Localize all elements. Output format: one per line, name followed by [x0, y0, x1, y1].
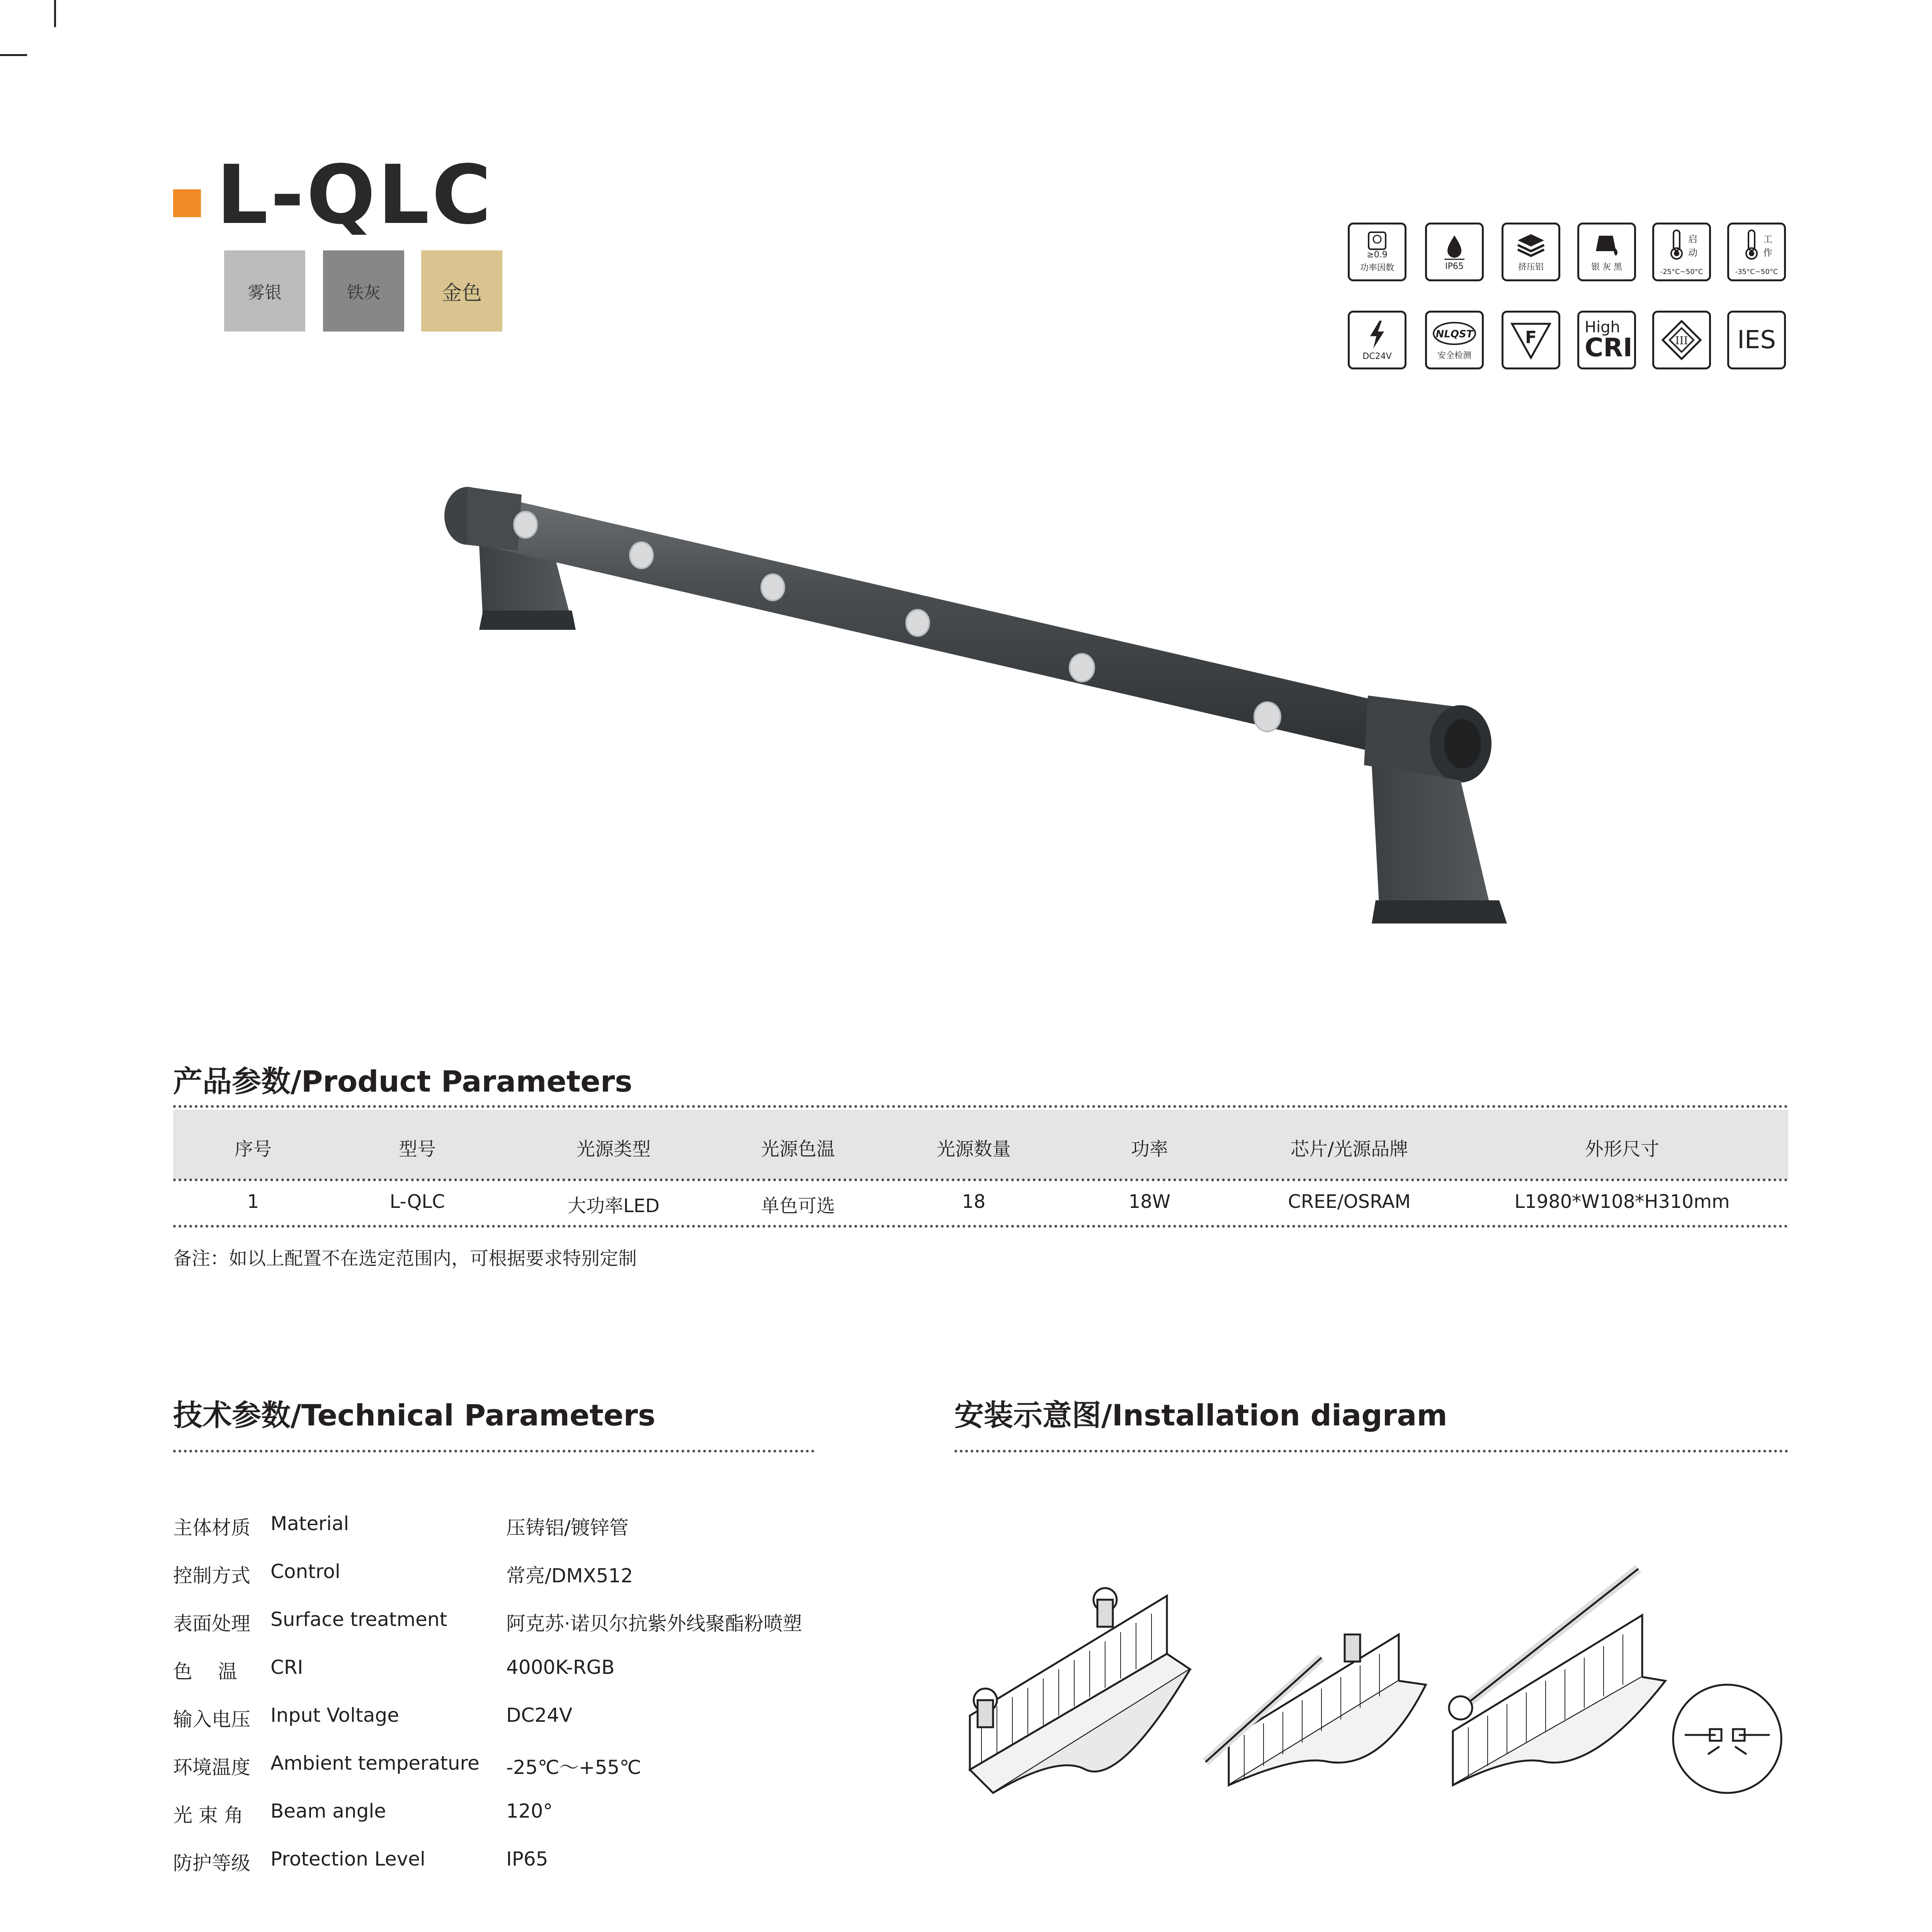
tech-value: -25℃～+55℃: [506, 1756, 641, 1779]
swatch-label: 雾银: [248, 283, 282, 303]
title-accent-square: [173, 189, 201, 217]
divider: [173, 1105, 1788, 1108]
water-drop-icon: [1425, 223, 1484, 281]
icon-caption: 银 灰 黑: [1591, 262, 1622, 272]
tech-label-en: CRI: [270, 1656, 303, 1679]
color-swatch-gold: [421, 250, 502, 332]
left-bracket-foot: [479, 611, 576, 630]
icon-caption: 功率因数: [1360, 263, 1394, 273]
tech-label-en: Beam angle: [270, 1800, 386, 1822]
tech-label-cn: 输入电压: [173, 1708, 250, 1731]
table-header-cell: 型号: [398, 1138, 436, 1160]
tech-value: 压铸铝/镀锌管: [506, 1517, 629, 1539]
swatch-label: 金色: [441, 281, 482, 305]
high-cri-icon: [1577, 311, 1636, 369]
icon-caption: IP65: [1445, 261, 1464, 271]
class-iii-icon: [1652, 311, 1711, 369]
product-params-title: 产品参数/Product Parameters: [173, 1064, 633, 1099]
right-bracket-foot: [1372, 900, 1507, 923]
led-lens: [1254, 702, 1281, 731]
icon-caption: 挤压铝: [1518, 262, 1544, 272]
product-photo: [425, 456, 1507, 943]
left-cap-sleeve: [468, 487, 522, 551]
tech-value: 阿克苏·诺贝尔抗紫外线聚酯粉喷塑: [506, 1612, 802, 1635]
thermometer-start-icon: [1652, 223, 1711, 281]
divider: [173, 1179, 1788, 1181]
icon-caption: 安全检测: [1437, 350, 1471, 361]
high-label: High: [1585, 318, 1620, 336]
icon-inner-text: ≥0.9: [1367, 250, 1388, 260]
tech-label-en: Ambient temperature: [270, 1752, 480, 1774]
tech-label-cn: 控制方式: [173, 1565, 250, 1587]
table-header-cell: 芯片/光源品牌: [1290, 1138, 1408, 1160]
tech-label-en: Protection Level: [270, 1848, 425, 1870]
divider: [173, 1450, 815, 1452]
table-header-cell: 光源色温: [760, 1138, 835, 1160]
params-note: 备注：如以上配置不在选定范围内，可根据要求特别定制: [173, 1248, 637, 1269]
nlqst-icon: [1425, 311, 1484, 369]
tech-value: IP65: [506, 1848, 548, 1870]
tech-label-cn: 环境温度: [173, 1756, 250, 1779]
table-header-cell: 外形尺寸: [1585, 1138, 1660, 1160]
tech-label-en: Material: [270, 1512, 349, 1535]
install-step-2: [1206, 1634, 1426, 1785]
table-cell: 大功率LED: [567, 1195, 660, 1217]
table-cell: CREE/OSRAM: [1288, 1191, 1411, 1213]
lightning-icon: [1348, 311, 1406, 369]
table-header-cell: 光源数量: [936, 1138, 1011, 1160]
paint-bucket-icon: [1577, 223, 1636, 281]
color-swatch-silver: [224, 250, 305, 332]
table-header-cell: 光源类型: [576, 1138, 651, 1160]
led-lens: [1070, 654, 1094, 682]
table-cell: 1: [247, 1191, 259, 1213]
table-header-cell: 功率: [1131, 1138, 1168, 1160]
icon-caption: -25°C~50°C: [1660, 267, 1703, 276]
led-lens: [630, 542, 653, 568]
layers-icon: [1502, 223, 1560, 281]
cri-label: CRI: [1585, 333, 1633, 362]
power-factor-icon: [1348, 223, 1406, 281]
thermometer-work-icon: [1727, 223, 1786, 281]
tech-value: 120°: [506, 1800, 553, 1822]
installation-diagram: [958, 1553, 1793, 1808]
tech-value: DC24V: [506, 1704, 573, 1726]
install-step-1: [970, 1588, 1190, 1793]
install-step-3: [1449, 1569, 1665, 1785]
ies-label: IES: [1737, 326, 1776, 354]
installation-title: 安装示意图/Installation diagram: [954, 1398, 1447, 1432]
led-lens: [514, 512, 537, 538]
connector-detail: [1673, 1685, 1781, 1793]
ies-icon: [1727, 311, 1786, 369]
crop-mark: [54, 0, 56, 27]
tech-params-title: 技术参数/Technical Parameters: [173, 1398, 656, 1432]
color-swatch-iron-gray: [323, 250, 404, 332]
led-lens: [761, 574, 784, 600]
table-header-cell: 序号: [234, 1138, 272, 1160]
class-iii-numeral: III: [1675, 334, 1688, 347]
tech-label-en: Input Voltage: [270, 1704, 399, 1726]
tech-label-en: Surface treatment: [270, 1608, 447, 1631]
table-cell: 18W: [1128, 1191, 1171, 1213]
f-mark-letter: F: [1525, 328, 1537, 347]
tech-value: 常亮/DMX512: [506, 1565, 633, 1587]
tech-label-cn: 色 温: [173, 1660, 237, 1683]
right-end-cap-inner: [1444, 719, 1481, 769]
icon-caption: -35°C~50°C: [1735, 267, 1778, 276]
page-title: L-QLC: [216, 148, 494, 242]
right-bracket: [1372, 765, 1492, 912]
icon-caption: DC24V: [1362, 351, 1392, 361]
icon-inner-text: 启动: [1688, 234, 1697, 259]
table-cell: L-QLC: [389, 1191, 445, 1213]
tech-label-cn: 光 束 角: [173, 1804, 243, 1827]
f-mark-icon: [1502, 311, 1560, 369]
table-cell: L1980*W108*H310mm: [1514, 1191, 1730, 1213]
divider: [954, 1450, 1788, 1452]
nlqst-logo-text: NLQST: [1435, 328, 1473, 340]
tech-label-cn: 表面处理: [173, 1612, 250, 1635]
table-cell: 18: [962, 1191, 986, 1213]
tech-label-en: Control: [270, 1560, 340, 1583]
tech-label-cn: 主体材质: [173, 1517, 250, 1539]
table-cell: 单色可选: [760, 1195, 835, 1217]
tech-value: 4000K-RGB: [506, 1656, 615, 1679]
icon-inner-text: 工作: [1763, 234, 1772, 259]
tech-label-cn: 防护等级: [173, 1852, 250, 1874]
swatch-label: 铁灰: [347, 283, 381, 303]
divider: [173, 1225, 1788, 1228]
crop-mark: [0, 54, 27, 56]
led-lens: [906, 610, 929, 636]
